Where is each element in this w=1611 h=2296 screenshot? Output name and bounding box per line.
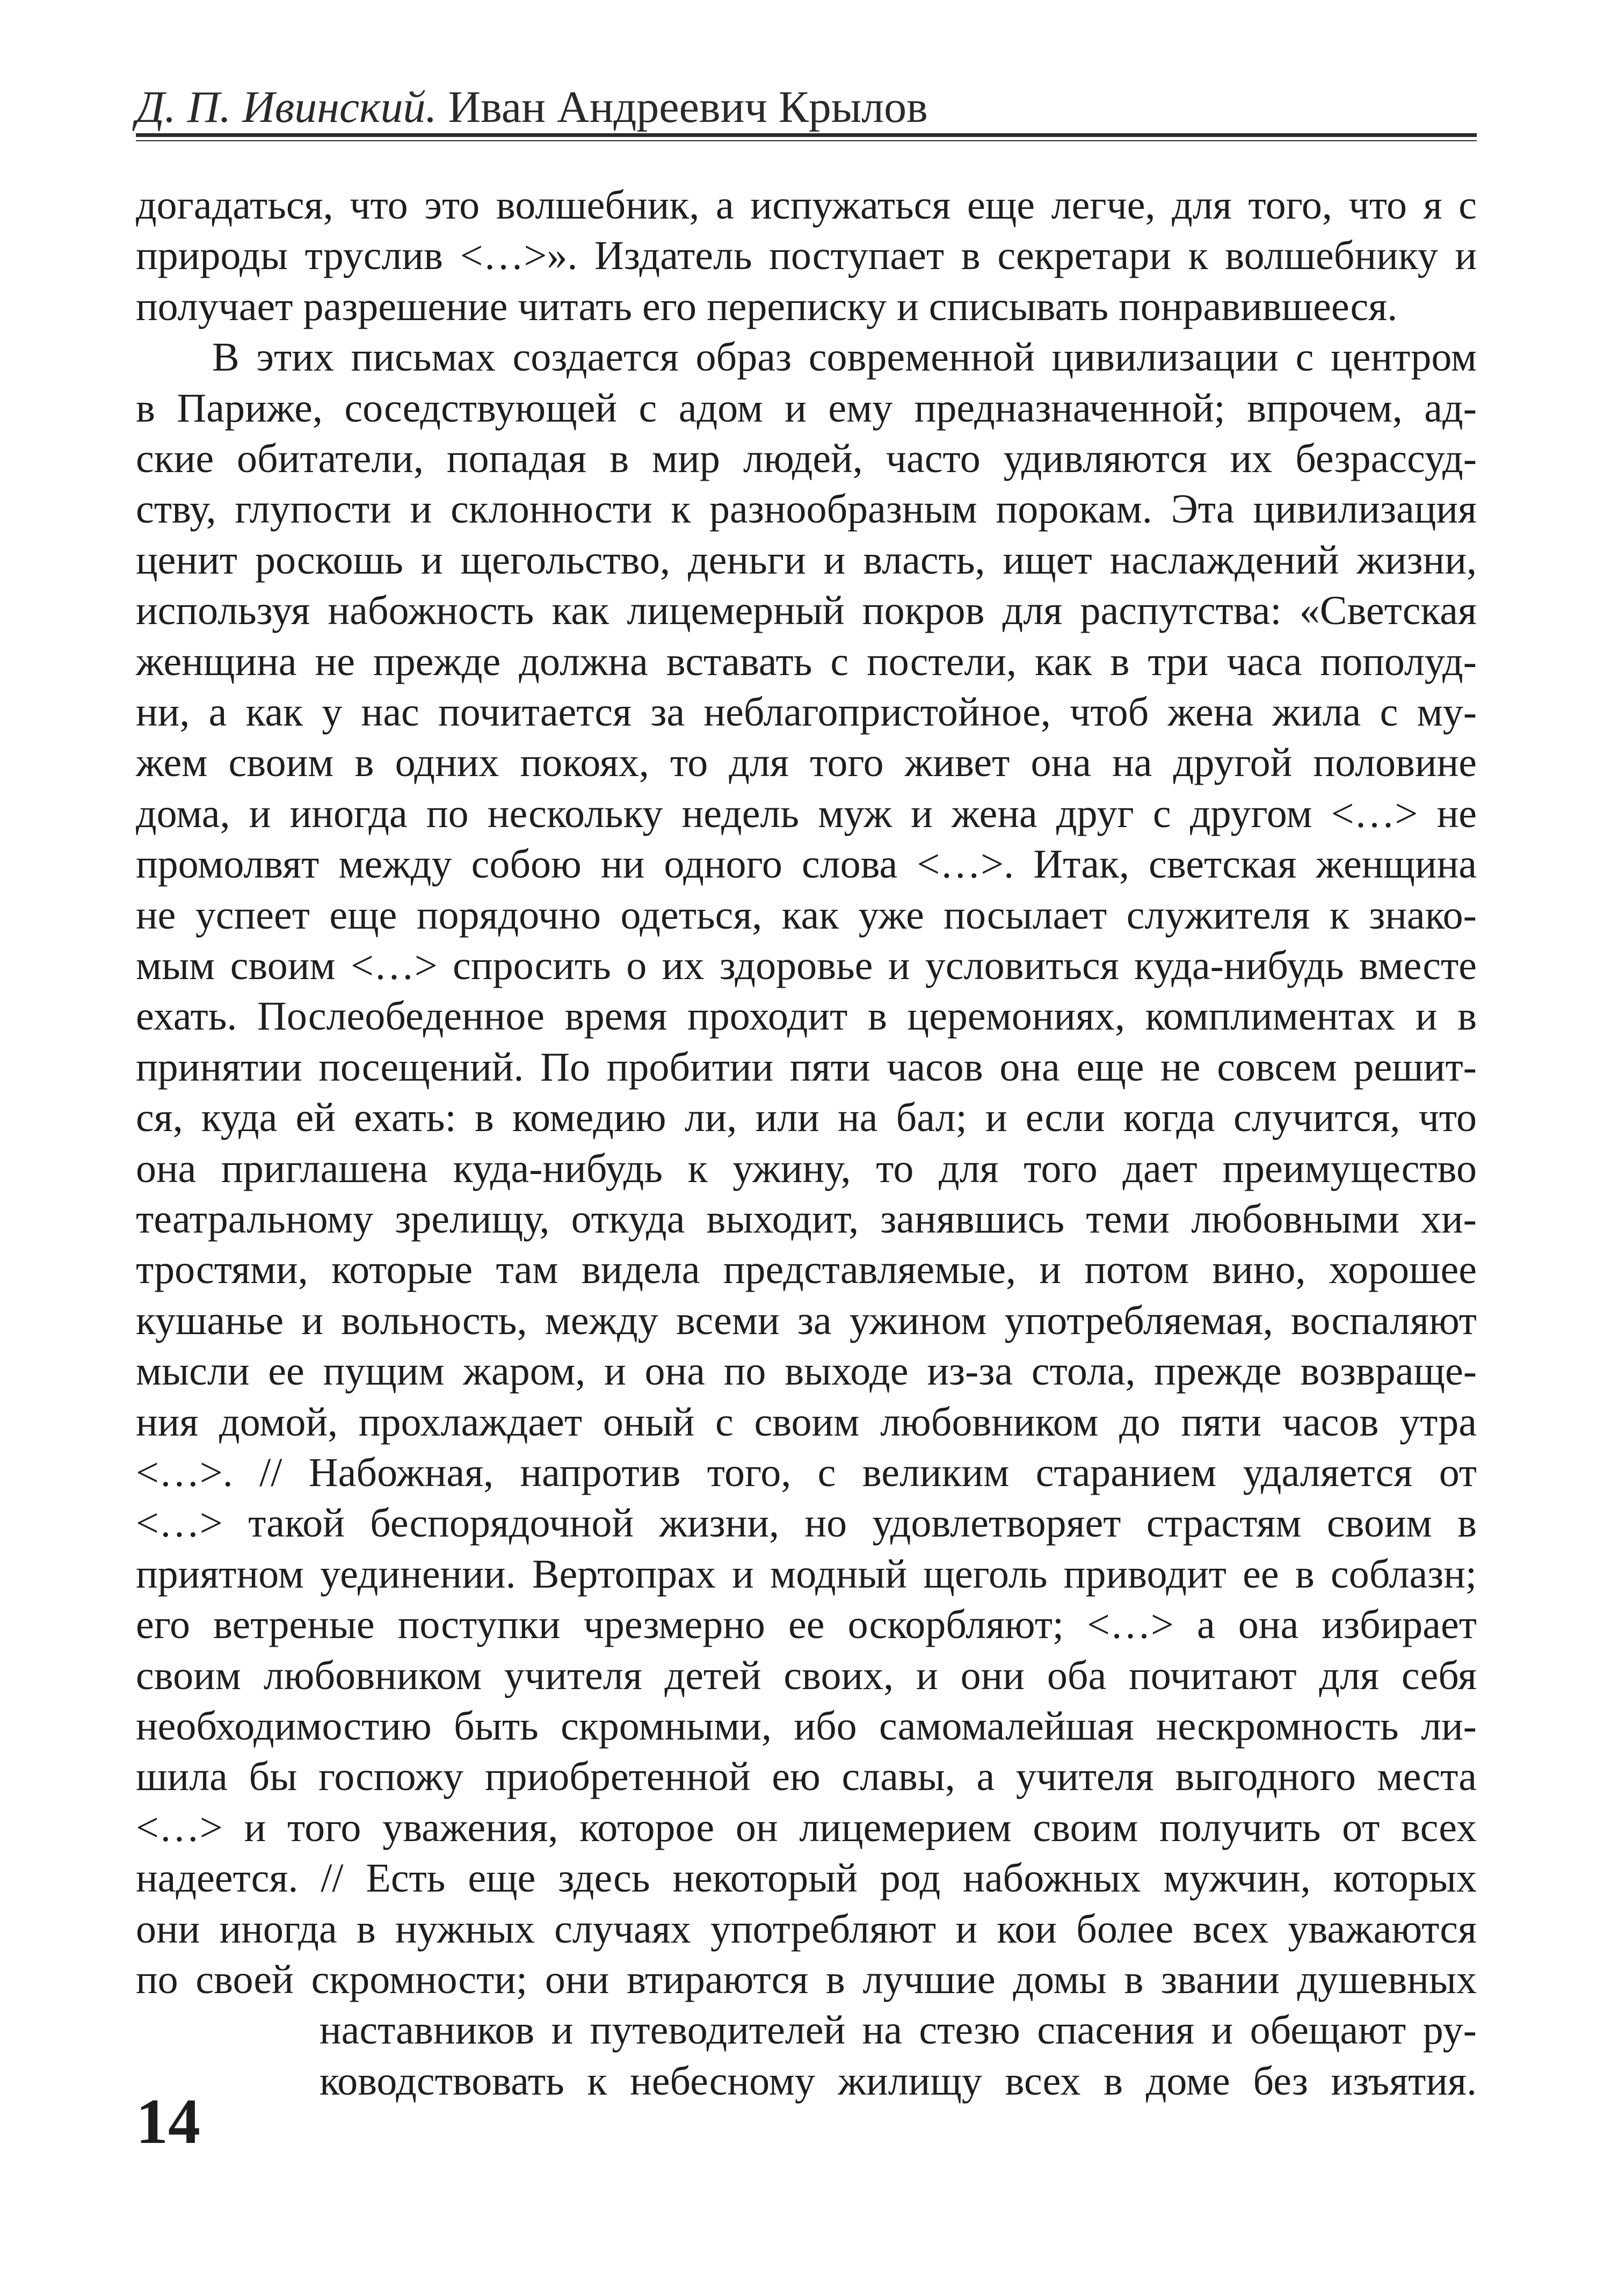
text-line: мым своим <…> спросить о их здоровье и условиться куда-нибудь вместе [136,943,1477,988]
text-line: ководствовать к небесному жилищу всех в доме без изъятия. [320,2058,1477,2104]
running-head-author: Д. П. Ивинский. [136,82,437,132]
text-line: в Париже, соседствующей с адом и ему предназначенной; впрочем, ад- [136,385,1477,431]
header-rule-thin [136,140,1477,141]
text-line: <…> такой беспорядочной жизни, но удовлетворяет страстям своим в [136,1501,1477,1546]
text-line: приятном уединении. Вертопрах и модный щеголь приводит ее в соблазн; [136,1551,1477,1597]
text-line: ству, глупости и склонности к разнообразным порокам. Эта цивилизация [136,487,1477,532]
header-rule-thick [136,133,1477,137]
text-line: кушанье и вольность, между всеми за ужином употребляемая, воспаляют [136,1298,1477,1343]
text-line: ские обитатели, попадая в мир людей, часто удивляются их безрассуд- [136,436,1477,481]
text-line: надеется. // Есть еще здесь некоторый род набожных мужчин, которых [136,1856,1477,1901]
text-line: используя набожность как лицемерный покров для распутства: «Светская [136,588,1477,634]
text-line: наставников и путеводителей на стезю спасения и обещают ру- [320,2008,1477,2053]
text-line: В этих письмах создается образ современной цивилизации с центром [212,335,1477,380]
text-line: ся, куда ей ехать: в комедию ли, или на бал; и если когда случится, что [136,1095,1477,1141]
text-line: <…> и того уважения, которое он лицемерием своим получить от всех [136,1805,1477,1850]
text-line: ехать. Послеобеденное время проходит в церемониях, комплиментах и в [136,994,1477,1039]
text-line: они иногда в нужных случаях употребляют и кои более всех уважаются [136,1906,1477,1952]
text-line: ни, а как у нас почитается за неблагопристойное, чтоб жена жила с му- [136,690,1477,735]
text-line: промолвят между собою ни одного слова <…>. Итак, светская женщина [136,842,1477,887]
text-line: получает разрешение читать его переписку и списывать понравившееся. [136,284,1398,329]
text-line: ценит роскошь и щегольство, деньги и власть, ищет наслаждений жизни, [136,537,1477,583]
running-head [136,81,1477,134]
page-number: 14 [136,2085,200,2157]
text-line: женщина не прежде должна вставать с постели, как в три часа пополуд- [136,639,1477,684]
text-line: не успеет еще порядочно одеться, как уже посылает служителя к знако- [136,892,1477,938]
text-line: природы труслив <…>». Издатель поступает в секретари к волшебнику и [136,233,1477,279]
text-line: <…>. // Набожная, напротив того, с великим старанием удаляется от [136,1450,1477,1495]
text-line: театральному зрелищу, откуда выходит, занявшись теми любовными хи- [136,1197,1477,1242]
text-line: ния домой, прохлаждает оный с своим любовником до пяти часов утра [136,1399,1477,1445]
text-line: мысли ее пущим жаром, и она по выходе из-за стола, прежде возвраще- [136,1349,1477,1394]
text-line: своим любовником учителя детей своих, и они оба почитают для себя [136,1653,1477,1698]
text-line: жем своим в одних покоях, то для того живет она на другой половине [136,740,1477,786]
text-line: необходимостию быть скромными, ибо самомалейшая нескромность ли- [136,1704,1477,1749]
text-line: шила бы госпожу приобретенной ею славы, а учителя выгодного места [136,1754,1477,1800]
text-line: тростями, которые там видела представляемые, и потом вино, хорошее [136,1247,1477,1293]
text-line: его ветреные поступки чрезмерно ее оскорбляют; <…> а она избирает [136,1602,1477,1648]
text-line: по своей скромности; они втираются в лучшие домы в звании душевных [136,1957,1477,2002]
text-line: дома, и иногда по нескольку недель муж и жена друг с другом <…> не [136,791,1477,836]
running-head-title: Иван Андреевич Крылов [437,82,928,132]
text-line: принятии посещений. По пробитии пяти часов она еще не совсем решит- [136,1044,1477,1090]
text-line: догадаться, что это волшебник, а испужаться еще легче, для того, что я с [136,183,1477,228]
text-line: она приглашена куда-нибудь к ужину, то для того дает преимущество [136,1146,1477,1191]
